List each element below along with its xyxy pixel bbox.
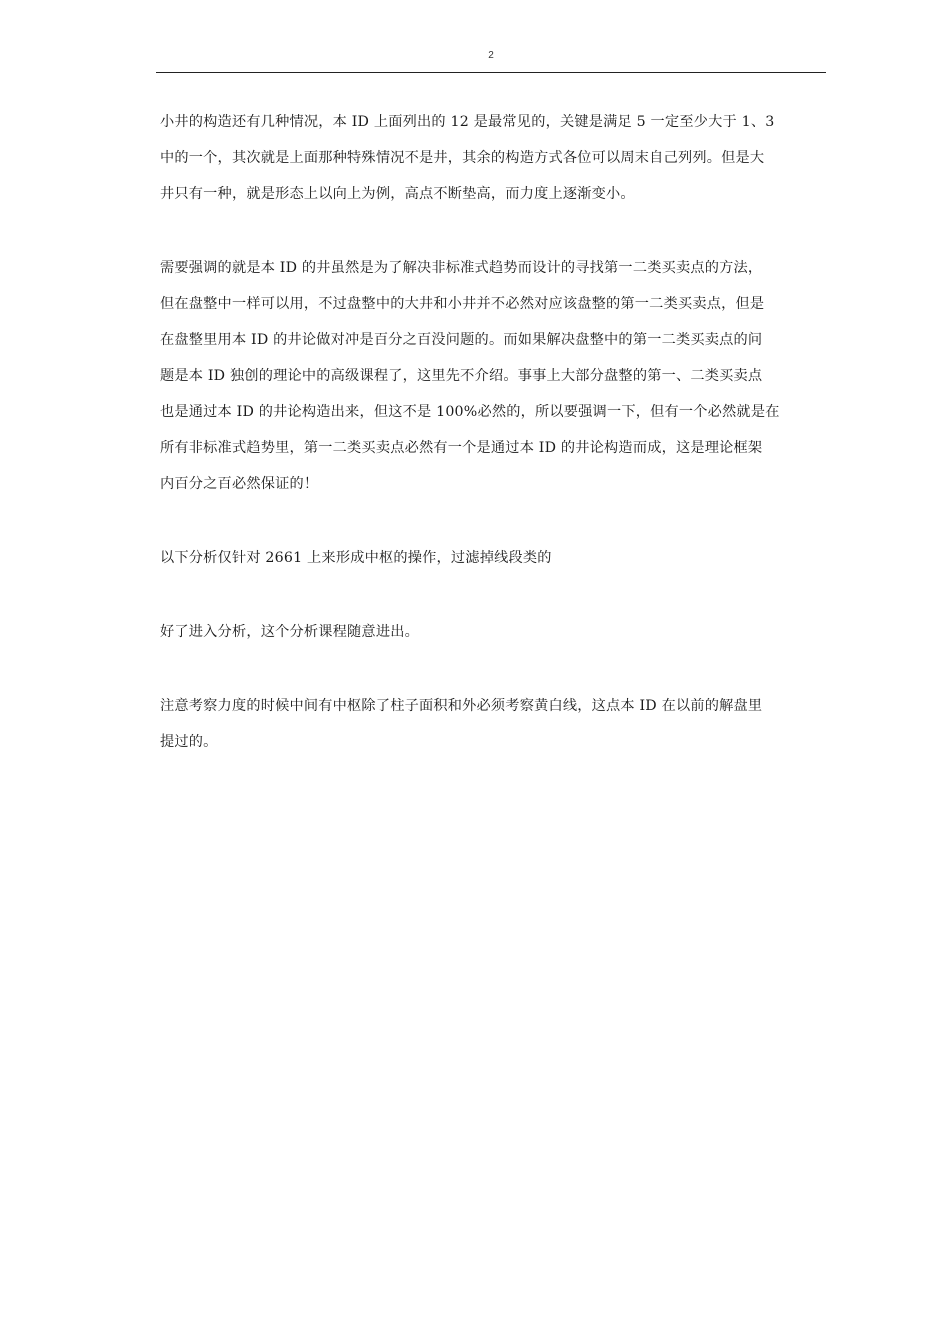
text-line: 注意考察力度的时候中间有中枢除了柱子面积和外必须考察黄白线，这点本 ID 在以前的解盘里 bbox=[160, 698, 763, 714]
text-line: 井只有一种，就是形态上以向上为例，高点不断垫高，而力度上逐渐变小。 bbox=[160, 186, 635, 202]
paragraph-gap bbox=[160, 502, 828, 540]
paragraph bbox=[160, 540, 828, 576]
paragraph bbox=[160, 104, 828, 212]
paragraph bbox=[160, 614, 828, 650]
text-line: 题是本 ID 独创的理论中的高级课程了，这里先不介绍。事事上大部分盘整的第一、二类买卖点 bbox=[160, 368, 763, 384]
page-number: 2 bbox=[488, 50, 494, 61]
document-body bbox=[160, 104, 828, 760]
header-divider bbox=[156, 72, 826, 73]
paragraph bbox=[160, 688, 828, 760]
paragraph-gap bbox=[160, 650, 828, 688]
text-line: 但在盘整中一样可以用，不过盘整中的大井和小井并不必然对应该盘整的第一二类买卖点，但是 bbox=[160, 296, 765, 312]
paragraph-gap bbox=[160, 212, 828, 250]
text-line: 也是通过本 ID 的井论构造出来，但这不是 100%必然的，所以要强调一下，但有一个必然就是在 bbox=[160, 404, 780, 420]
paragraph bbox=[160, 250, 828, 502]
paragraph-gap bbox=[160, 576, 828, 614]
text-line: 小井的构造还有几种情况，本 ID 上面列出的 12 是最常见的，关键是满足 5 一定至少大于 1、3 bbox=[160, 114, 775, 130]
text-line: 中的一个，其次就是上面那种特殊情况不是井，其余的构造方式各位可以周末自己列列。但是大 bbox=[160, 150, 765, 166]
text-line: 提过的。 bbox=[160, 734, 218, 750]
text-line: 内百分之百必然保证的！ bbox=[160, 476, 319, 492]
text-line: 在盘整里用本 ID 的井论做对冲是百分之百没问题的。而如果解决盘整中的第一二类买卖点的问 bbox=[160, 332, 763, 348]
text-line: 需要强调的就是本 ID 的井虽然是为了解决非标准式趋势而设计的寻找第一二类买卖点的方法， bbox=[160, 260, 763, 276]
text-line: 所有非标准式趋势里，第一二类买卖点必然有一个是通过本 ID 的井论构造而成，这是理论框架 bbox=[160, 440, 763, 456]
text-line: 好了进入分析，这个分析课程随意进出。 bbox=[160, 624, 419, 640]
text-line: 以下分析仅针对 2661 上来形成中枢的操作，过滤掉线段类的 bbox=[160, 550, 552, 566]
